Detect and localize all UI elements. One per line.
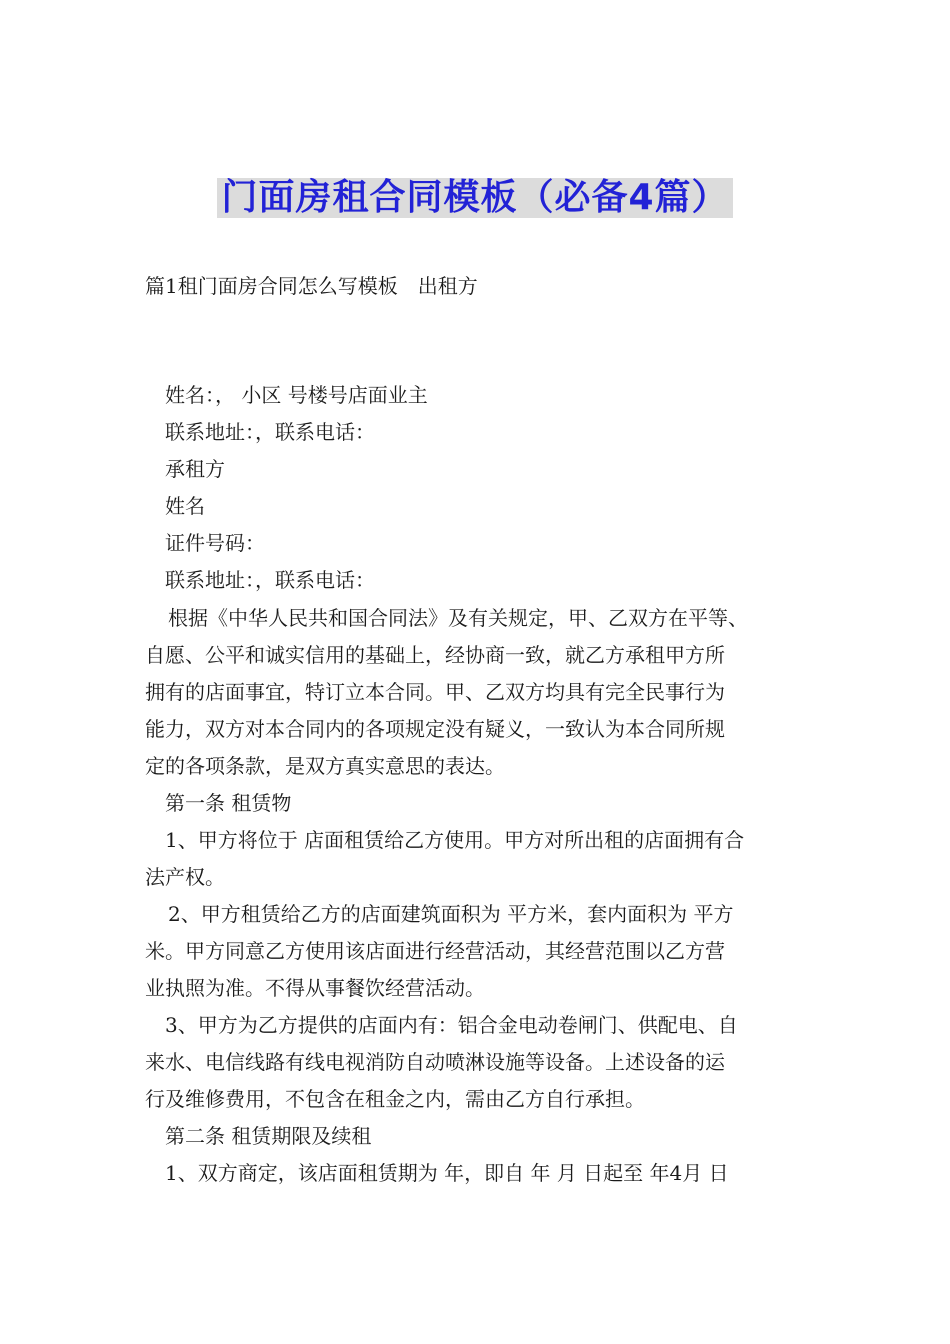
body-line: 姓名：， 小区 号楼号店面业主 bbox=[165, 383, 428, 407]
title-container bbox=[0, 178, 950, 218]
body-line: 证件号码： bbox=[165, 531, 265, 555]
article-heading: 第一条 租赁物 bbox=[165, 791, 292, 815]
body-line: 联系地址：，联系电话： bbox=[165, 568, 375, 592]
section-heading: 篇1租门面房合同怎么写模板 出租方 bbox=[145, 274, 478, 298]
body-line: 1、双方商定，该店面租赁期为 年，即自 年 月 日起至 年4月 日 bbox=[165, 1161, 729, 1185]
body-line: 能力，双方对本合同内的各项规定没有疑义，一致认为本合同所规 bbox=[145, 717, 725, 741]
body-line: 3、甲方为乙方提供的店面内有：铝合金电动卷闸门、供配电、自 bbox=[165, 1013, 738, 1037]
body-line: 联系地址：，联系电话： bbox=[165, 420, 375, 444]
body-line: 定的各项条款，是双方真实意思的表达。 bbox=[145, 754, 505, 778]
body-line: 业执照为准。不得从事餐饮经营活动。 bbox=[145, 976, 485, 1000]
body-line: 法产权。 bbox=[145, 865, 225, 889]
body-line: 承租方 bbox=[165, 457, 225, 481]
body-line: 拥有的店面事宜，特订立本合同。甲、乙双方均具有完全民事行为 bbox=[145, 680, 725, 704]
body-line: 自愿、公平和诚实信用的基础上，经协商一致，就乙方承租甲方所 bbox=[145, 643, 725, 667]
body-line: 2、甲方租赁给乙方的店面建筑面积为 平方米，套内面积为 平方 bbox=[168, 902, 734, 926]
article-heading: 第二条 租赁期限及续租 bbox=[165, 1124, 372, 1148]
body-line: 根据《中华人民共和国合同法》及有关规定，甲、乙双方在平等、 bbox=[168, 606, 748, 630]
body-line: 姓名 bbox=[165, 494, 205, 518]
body-line: 1、甲方将位于 店面租赁给乙方使用。甲方对所出租的店面拥有合 bbox=[165, 828, 745, 852]
document-title: 门面房租合同模板（必备4篇） bbox=[217, 178, 732, 218]
body-line: 来水、电信线路有线电视消防自动喷淋设施等设备。上述设备的运 bbox=[145, 1050, 725, 1074]
body-line: 米。甲方同意乙方使用该店面进行经营活动，其经营范围以乙方营 bbox=[145, 939, 725, 963]
body-line: 行及维修费用，不包含在租金之内，需由乙方自行承担。 bbox=[145, 1087, 645, 1111]
